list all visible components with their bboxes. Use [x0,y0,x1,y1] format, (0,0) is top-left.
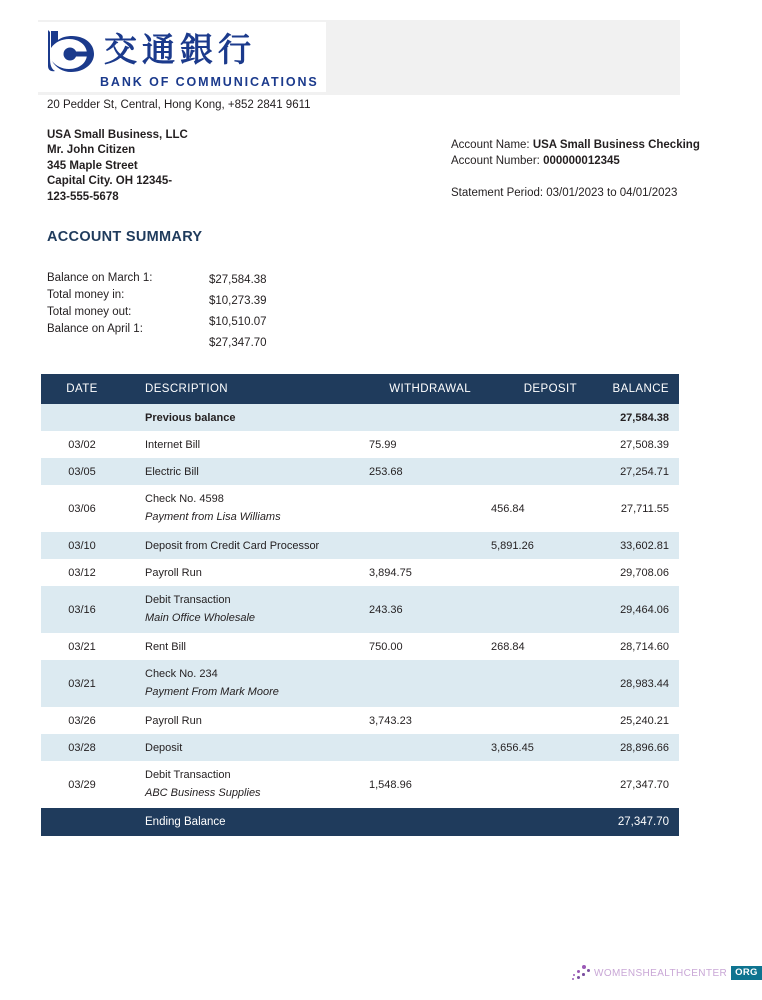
table-header-row [41,374,679,404]
row-deposit: 3,656.45 [491,741,534,754]
bank-name-english: BANK OF COMMUNICATIONS [100,74,319,89]
row-description: Electric Bill [145,465,199,478]
summary-label-3: Balance on April 1: [47,323,143,335]
account-name-value: USA Small Business Checking [532,139,700,151]
table-row [41,633,679,660]
table-row [41,485,679,532]
summary-label-0: Balance on March 1: [47,272,153,284]
row-description-group [123,666,365,700]
row-balance: 29,464.06 [620,603,669,616]
row-description: Internet Bill [145,438,201,451]
row-balance: 29,708.06 [620,566,669,579]
account-summary-values [209,272,267,352]
account-name-row [451,138,700,154]
account-number-value: 000000012345 [543,154,620,167]
table-row [41,532,679,559]
statement-period: Statement Period: 03/01/2023 to 04/01/2023 [451,187,678,199]
row-description: Check No. 234 [145,668,218,681]
row-date: 03/02 [68,438,96,451]
account-summary-title: ACCOUNT SUMMARY [47,229,203,245]
row-date: 03/28 [68,741,96,754]
row-description-sub: Main Office Wholesale [145,611,256,624]
account-info-block [451,138,700,169]
row-balance: 33,602.81 [620,539,669,552]
customer-name: Mr. John Citizen [47,144,136,157]
account-number-label: Account Number: [451,154,540,167]
column-header-deposit: DEPOSIT [523,383,577,395]
row-balance: 27,508.39 [620,438,669,451]
account-name-label: Account Name: [451,139,530,151]
column-header-date: DATE [66,383,98,395]
row-date: 03/12 [68,566,96,579]
row-balance: 28,714.60 [620,640,669,653]
row-deposit: 456.84 [491,502,525,515]
table-row [41,559,679,586]
customer-company: USA Small Business, LLC [47,129,188,141]
row-description-sub: Payment From Mark Moore [145,685,279,698]
table-row [41,660,679,707]
row-deposit: 268.84 [491,640,525,653]
summary-label-2: Total money out: [47,306,132,318]
ending-balance-label: Ending Balance [145,816,226,828]
row-date: 03/06 [68,502,96,515]
column-header-balance: BALANCE [612,383,669,395]
customer-city: Capital City. OH 12345- [47,175,173,188]
row-date: 03/21 [68,640,96,653]
row-balance: 27,711.55 [620,502,669,515]
ending-balance-amount: 27,347.70 [617,816,669,828]
previous-balance-row [41,404,679,431]
table-row [41,707,679,734]
ending-balance-row [41,808,679,836]
row-balance: 27,254.71 [620,465,669,478]
account-summary-labels [47,270,152,338]
row-description: Payroll Run [145,714,202,727]
table-row [41,761,679,808]
row-description-group [123,491,365,525]
row-description: Deposit from Credit Card Processor [145,539,320,552]
summary-value-2: $10,510.07 [209,316,267,328]
row-description-group [123,767,365,801]
bank-logo [38,22,326,92]
row-date: 03/16 [68,603,96,616]
row-balance: 28,896.66 [620,741,669,754]
watermark-text: WOMENSHEALTHCENTER [594,967,728,979]
previous-balance-amount: 27,584.38 [620,411,669,424]
bank-name-chinese: 交通銀行 [104,30,256,69]
row-description: Rent Bill [145,640,186,653]
table-row [41,586,679,633]
customer-phone: 123-555-5678 [47,190,119,203]
row-withdrawal: 750.00 [369,640,403,653]
previous-balance-label: Previous balance [145,411,236,424]
row-description: Check No. 4598 [145,493,224,506]
row-description: Payroll Run [145,566,202,579]
row-withdrawal: 75.99 [369,438,397,451]
bank-address: 20 Pedder St, Central, Hong Kong, +852 2841 9611 [47,99,311,111]
table-row [41,458,679,485]
row-balance: 28,983.44 [620,677,669,690]
row-description: Debit Transaction [145,594,231,607]
row-description-group [123,592,365,626]
row-description: Debit Transaction [145,769,231,782]
table-row [41,431,679,458]
column-header-withdrawal: WITHDRAWAL [389,383,471,395]
customer-address-block [47,128,188,205]
row-description-sub: ABC Business Supplies [145,786,261,799]
transactions-table [41,374,679,836]
column-header-description: DESCRIPTION [145,383,228,395]
row-date: 03/21 [68,677,96,690]
table-row [41,734,679,761]
summary-value-0: $27,584.38 [209,274,267,286]
row-balance: 27,347.70 [620,778,669,791]
row-withdrawal: 3,894.75 [369,566,412,579]
row-withdrawal: 253.68 [369,465,403,478]
row-date: 03/05 [68,465,96,478]
row-balance: 25,240.21 [620,714,669,727]
site-watermark [572,963,762,983]
summary-label-1: Total money in: [47,289,125,301]
bocom-logo-icon [42,26,98,74]
account-number-row [451,154,700,170]
row-date: 03/29 [68,778,96,791]
row-description-sub: Payment from Lisa Williams [145,510,281,523]
row-date: 03/26 [68,714,96,727]
row-withdrawal: 1,548.96 [369,778,412,791]
row-description: Deposit [145,741,183,754]
summary-value-1: $10,273.39 [209,295,267,307]
customer-street: 345 Maple Street [47,159,138,172]
row-deposit: 5,891.26 [491,539,534,552]
row-withdrawal: 243.36 [369,603,403,616]
row-withdrawal: 3,743.23 [369,714,412,727]
watermark-org-badge: ORG [731,966,762,980]
dots-decoration-icon [572,964,594,982]
row-date: 03/10 [68,539,96,552]
summary-value-3: $27,347.70 [209,337,267,349]
